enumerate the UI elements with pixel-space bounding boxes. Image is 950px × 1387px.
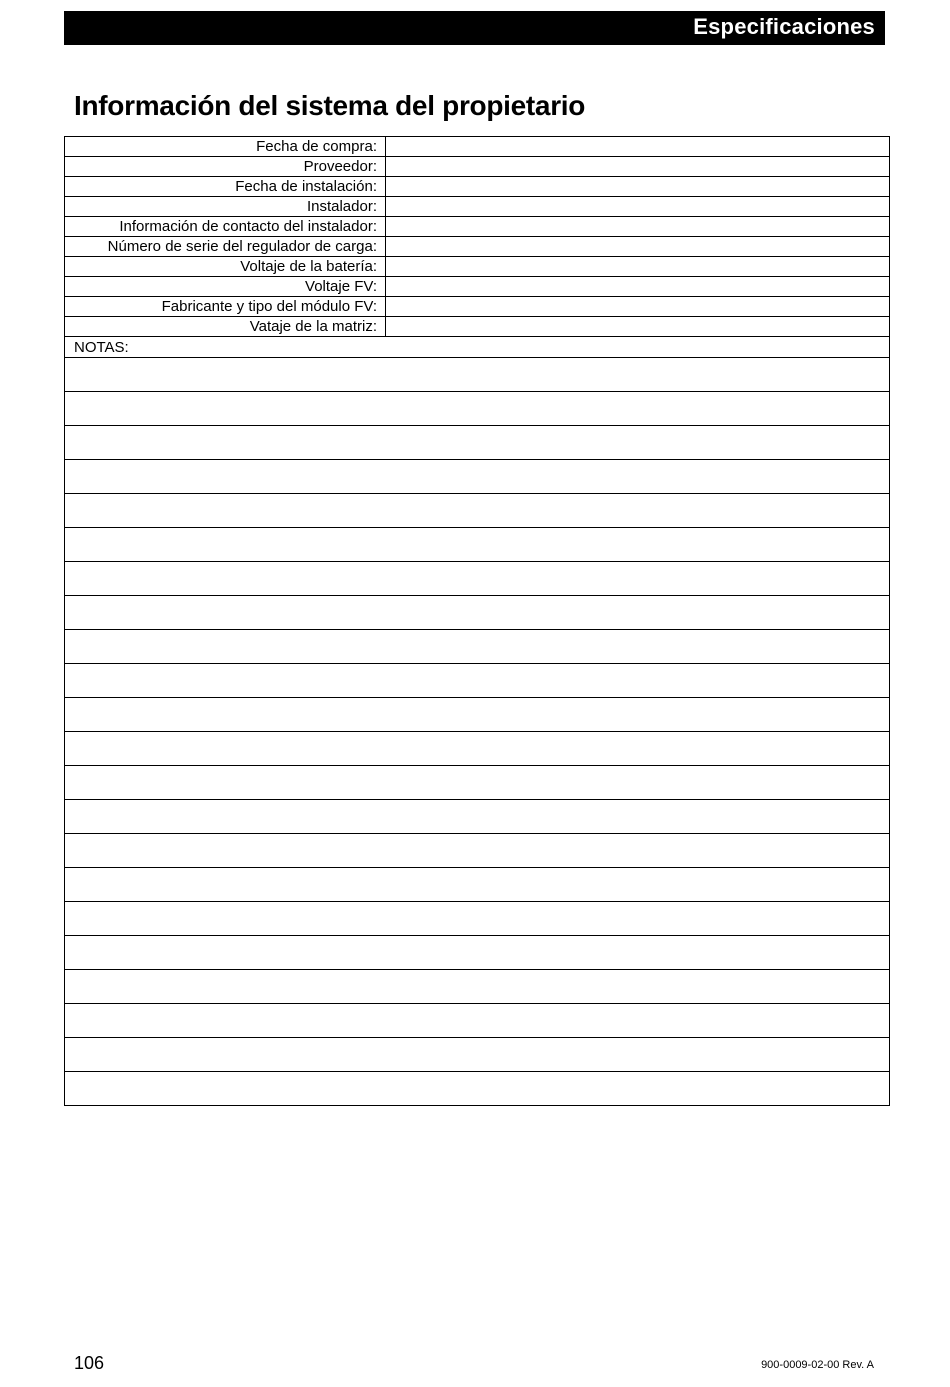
battery-voltage-field[interactable] [386,257,890,277]
notes-line[interactable] [65,766,890,800]
notes-line[interactable] [65,902,890,936]
notes-line[interactable] [65,698,890,732]
field-label: Número de serie del regulador de carga: [65,237,386,257]
installer-field[interactable] [386,197,890,217]
notes-line[interactable] [65,426,890,460]
notes-line[interactable] [65,528,890,562]
notes-line-row [65,630,890,664]
notes-line-row [65,528,890,562]
notes-line-row [65,494,890,528]
page-number: 106 [74,1353,105,1373]
notes-line-row [65,426,890,460]
notes-line[interactable] [65,868,890,902]
notes-line[interactable] [65,358,890,392]
notes-line[interactable] [65,392,890,426]
installation-date-field[interactable] [386,177,890,197]
notes-line-row [65,868,890,902]
field-label: Fabricante y tipo del módulo FV: [65,297,386,317]
notes-line[interactable] [65,460,890,494]
notes-line[interactable] [65,596,890,630]
notes-line-row [65,766,890,800]
notes-line-row [65,1072,890,1106]
notes-line-row [65,596,890,630]
field-row [65,217,890,237]
notes-line-row [65,460,890,494]
pv-voltage-field[interactable] [386,277,890,297]
field-label: Fecha de compra: [65,137,386,157]
notes-header-row [65,337,890,358]
field-row [65,297,890,317]
notes-line-row [65,936,890,970]
owner-info-table [64,136,890,1106]
notes-line[interactable] [65,732,890,766]
field-label: Voltaje de la batería: [65,257,386,277]
field-label: Proveedor: [65,157,386,177]
notes-line[interactable] [65,800,890,834]
field-row [65,157,890,177]
notes-line-row [65,970,890,1004]
section-title: Especificaciones [693,14,875,39]
owner-info-table-body [65,137,890,1106]
field-row [65,177,890,197]
page-title: Información del sistema del propietario [74,90,586,121]
notes-line[interactable] [65,562,890,596]
field-label: Fecha de instalación: [65,177,386,197]
notes-line[interactable] [65,1072,890,1106]
notes-line-row [65,562,890,596]
section-header-bar [64,11,885,45]
field-row [65,137,890,157]
notes-line[interactable] [65,1004,890,1038]
notes-line-row [65,800,890,834]
field-label: Información de contacto del instalador: [65,217,386,237]
notes-line-row [65,1004,890,1038]
field-row [65,277,890,297]
notes-line-row [65,392,890,426]
notes-line[interactable] [65,936,890,970]
notes-line[interactable] [65,664,890,698]
field-label: Voltaje FV: [65,277,386,297]
array-wattage-field[interactable] [386,317,890,337]
installer-contact-field[interactable] [386,217,890,237]
document-id: 900-0009-02-00 Rev. A [761,1359,874,1371]
notes-line[interactable] [65,1038,890,1072]
field-label: Vataje de la matriz: [65,317,386,337]
vendor-field[interactable] [386,157,890,177]
field-row [65,237,890,257]
charge-controller-serial-field[interactable] [386,237,890,257]
field-row [65,197,890,217]
pv-module-type-field[interactable] [386,297,890,317]
notes-label: NOTAS: [65,337,890,358]
field-row [65,257,890,277]
notes-line-row [65,1038,890,1072]
notes-line[interactable] [65,970,890,1004]
notes-line[interactable] [65,630,890,664]
notes-line-row [65,698,890,732]
notes-line-row [65,834,890,868]
notes-line[interactable] [65,834,890,868]
notes-line-row [65,732,890,766]
field-row [65,317,890,337]
notes-line-row [65,358,890,392]
field-label: Instalador: [65,197,386,217]
notes-line-row [65,664,890,698]
purchase-date-field[interactable] [386,137,890,157]
notes-line-row [65,902,890,936]
notes-line[interactable] [65,494,890,528]
